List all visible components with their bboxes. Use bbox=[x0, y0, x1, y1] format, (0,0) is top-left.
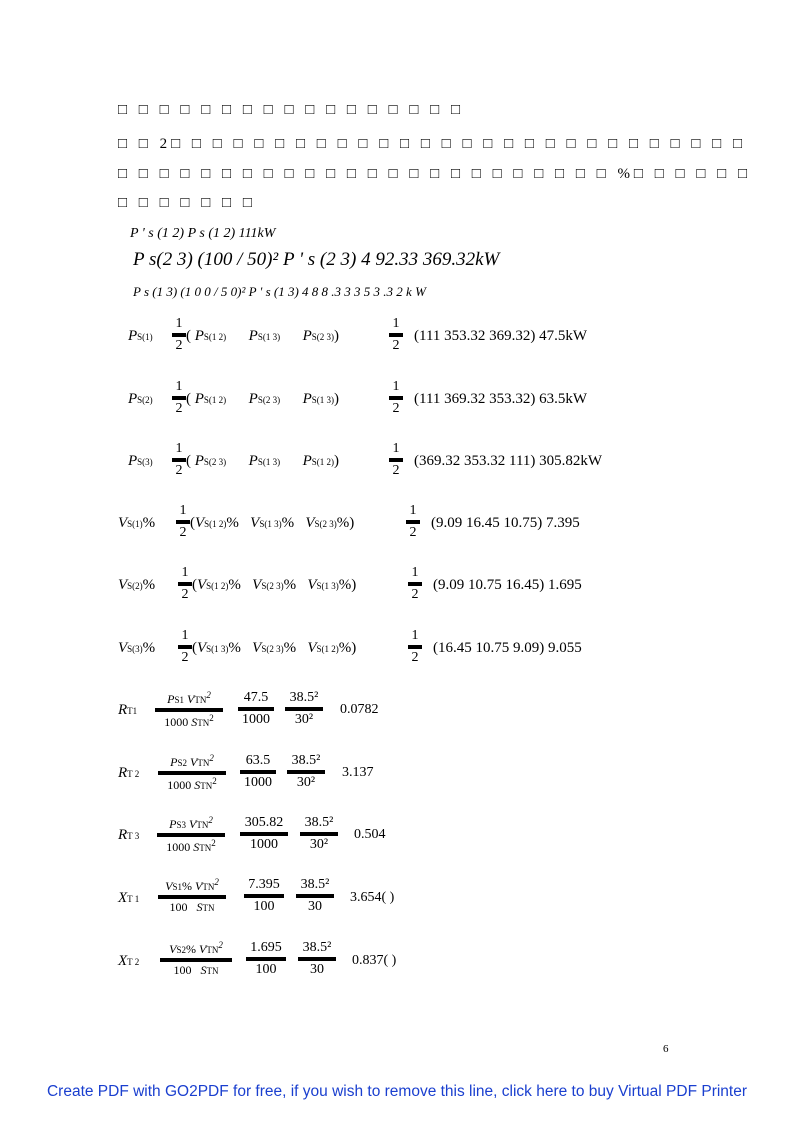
fraction-formula: VS1% VTN$^2$ 100 STN bbox=[158, 877, 226, 915]
page-number: 6 bbox=[663, 1043, 669, 1055]
eq-ps3-lhs: PS(3) bbox=[128, 453, 153, 469]
eq-ps2-mid: ( PS(1 2) PS(2 3) PS(1 3)) bbox=[186, 391, 340, 407]
eq-p23: P s(2 3) (100 / 50)² P ' s (2 3) 4 92.33 369.32kW bbox=[133, 249, 500, 270]
eq-ps1-mid: ( PS(1 2) PS(1 3) PS(2 3)) bbox=[186, 328, 340, 344]
eq-ps1-lhs: PS(1) bbox=[128, 328, 153, 344]
fraction-value: 38.5² 30 bbox=[298, 940, 336, 978]
eq-vs3-mid: (VS(1 3)% VS(2 3)% VS(1 2)%) bbox=[192, 640, 357, 656]
eq-vs2-lhs: VS(2)% bbox=[118, 577, 156, 593]
eq-vs3-rhs: (16.45 10.75 9.09) 9.055 bbox=[433, 640, 582, 656]
eq-ps2-rhs: (111 369.32 353.32) 63.5kW bbox=[414, 391, 588, 407]
heading-line-2: □ □ 2□ □ □ □ □ □ □ □ □ □ □ □ □ □ □ □ □ □ □ □ □ □ □ □ □ □ □ □ bbox=[118, 136, 747, 152]
fraction-half: 1 2 bbox=[172, 316, 186, 354]
eq-ps1-rhs: (111 353.32 369.32) 47.5kW bbox=[414, 328, 588, 344]
fraction-value: 63.5 1000 bbox=[240, 753, 276, 791]
eq-xt2-result: 0.837( ) bbox=[352, 953, 397, 968]
fraction-half: 1 2 bbox=[389, 441, 403, 479]
fraction-value: 38.5² 30² bbox=[287, 753, 325, 791]
eq-rt1-lhs: RT1 bbox=[118, 702, 138, 718]
eq-xt2-lhs: XT 2 bbox=[118, 953, 140, 969]
eq-rt3-result: 0.504 bbox=[354, 827, 386, 842]
fraction-value: 7.395 100 bbox=[244, 877, 284, 915]
eq-rt2-result: 3.137 bbox=[342, 765, 374, 780]
fraction-value: 1.695 100 bbox=[246, 940, 286, 978]
fraction-half: 1 2 bbox=[389, 316, 403, 354]
fraction-value: 38.5² 30 bbox=[296, 877, 334, 915]
eq-ps3-mid: ( PS(2 3) PS(1 3) PS(1 2)) bbox=[186, 453, 340, 469]
fraction-value: 305.82 1000 bbox=[240, 815, 288, 853]
fraction-half: 1 2 bbox=[408, 565, 422, 603]
fraction-half: 1 2 bbox=[178, 565, 192, 603]
fraction-formula: VS2% VTN$^2$ 100 STN bbox=[160, 940, 232, 978]
eq-vs1-mid: (VS(1 2)% VS(1 3)% VS(2 3)%) bbox=[190, 515, 355, 531]
eq-p13: P s (1 3) (1 0 0 / 5 0)² P ' s (1 3) 4 8 8 .3 3 3 5 3 .3 2 k W bbox=[133, 284, 426, 299]
fraction-value: 38.5² 30² bbox=[285, 690, 323, 728]
fraction-half: 1 2 bbox=[178, 628, 192, 666]
heading-line-4: □ □ □ □ □ □ □ bbox=[118, 195, 256, 211]
heading-line-1: □ □ □ □ □ □ □ □ □ □ □ □ □ □ □ □ □ bbox=[118, 102, 465, 118]
eq-xt1-lhs: XT 1 bbox=[118, 890, 140, 906]
eq-vs2-mid: (VS(1 2)% VS(2 3)% VS(1 3)%) bbox=[192, 577, 357, 593]
eq-vs1-rhs: (9.09 16.45 10.75) 7.395 bbox=[431, 515, 580, 531]
fraction-formula: PS1 VTN$^2$ 1000 STN$^2$ bbox=[155, 690, 223, 730]
fraction-half: 1 2 bbox=[408, 628, 422, 666]
eq-vs3-lhs: VS(3)% bbox=[118, 640, 156, 656]
fraction-value: 47.5 1000 bbox=[238, 690, 274, 728]
eq-ps3-rhs: (369.32 353.32 111) 305.82kW bbox=[414, 453, 603, 469]
go2pdf-footer-link[interactable]: Create PDF with GO2PDF for free, if you wish to remove this line, click here to buy Virtual PDF Printer bbox=[46, 1083, 748, 1100]
eq-xt1-result: 3.654( ) bbox=[350, 890, 395, 905]
eq-p12: P ' s (1 2) P s (1 2) 111kW bbox=[130, 226, 276, 241]
fraction-half: 1 2 bbox=[389, 379, 403, 417]
fraction-value: 38.5² 30² bbox=[300, 815, 338, 853]
fraction-formula: PS3 VTN$^2$ 1000 STN$^2$ bbox=[157, 815, 225, 855]
fraction-half: 1 2 bbox=[172, 441, 186, 479]
fraction-formula: PS2 VTN$^2$ 1000 STN$^2$ bbox=[158, 753, 226, 793]
fraction-half: 1 2 bbox=[406, 503, 420, 541]
eq-vs2-rhs: (9.09 10.75 16.45) 1.695 bbox=[433, 577, 582, 593]
eq-rt1-result: 0.0782 bbox=[340, 702, 379, 717]
eq-rt2-lhs: RT 2 bbox=[118, 765, 140, 781]
fraction-half: 1 2 bbox=[176, 503, 190, 541]
eq-rt3-lhs: RT 3 bbox=[118, 827, 140, 843]
eq-vs1-lhs: VS(1)% bbox=[118, 515, 156, 531]
heading-line-3: □ □ □ □ □ □ □ □ □ □ □ □ □ □ □ □ □ □ □ □ □ □ □ □ %□ □ □ □ □ □ bbox=[118, 166, 752, 182]
eq-ps2-lhs: PS(2) bbox=[128, 391, 153, 407]
fraction-half: 1 2 bbox=[172, 379, 186, 417]
